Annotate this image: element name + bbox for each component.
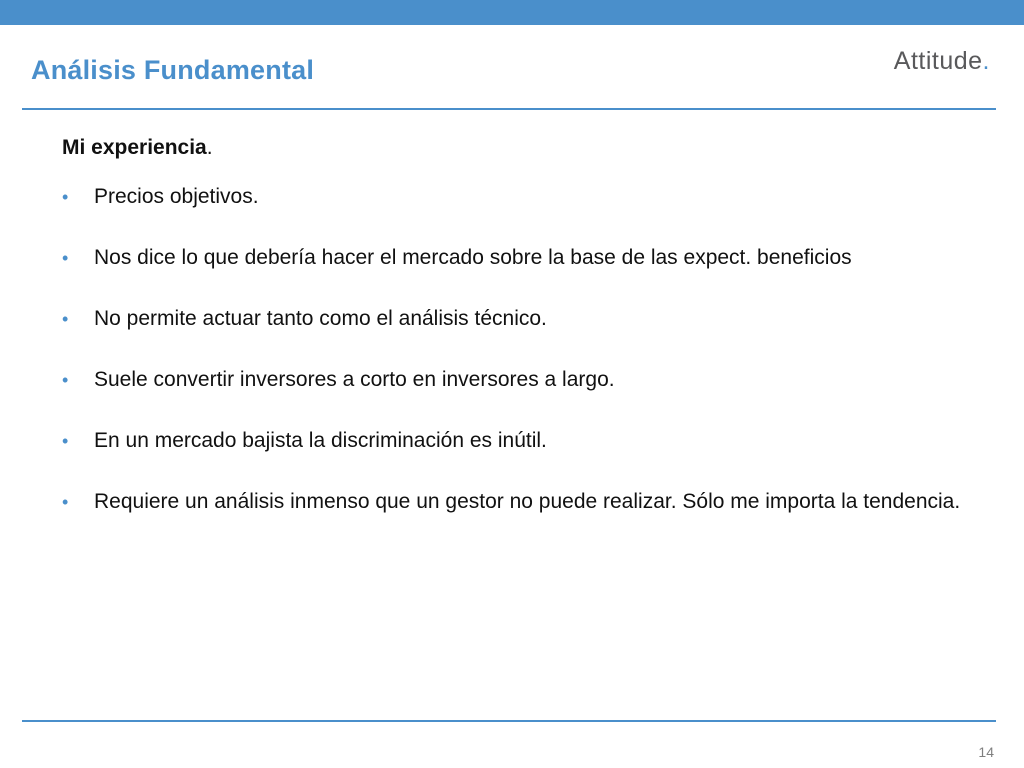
bullet-text: Requiere un análisis inmenso que un gestor no puede realizar. Sólo me importa la tendencia. <box>94 490 961 513</box>
bullet-list <box>62 182 962 517</box>
slide-content <box>62 136 962 548</box>
bullet-dot-icon: • <box>62 248 69 268</box>
top-accent-band <box>0 0 1024 25</box>
bullet-dot-icon: • <box>62 431 69 451</box>
logo-text: Attitude <box>893 47 983 75</box>
bullet-dot-icon: • <box>62 492 69 512</box>
bullet-item <box>62 426 962 456</box>
bullet-text: Suele convertir inversores a corto en inversores a largo. <box>94 368 615 391</box>
bullet-text: Precios objetivos. <box>94 185 259 208</box>
logo-dot: . <box>982 47 990 75</box>
bullet-text: No permite actuar tanto como el análisis técnico. <box>94 307 547 330</box>
bullet-text: En un mercado bajista la discriminación es inútil. <box>94 429 547 452</box>
subtitle-bold: Mi experiencia <box>62 136 207 159</box>
brand-logo <box>894 47 990 76</box>
bullet-item <box>62 243 962 273</box>
slide-title: Análisis Fundamental <box>31 55 315 85</box>
section-subtitle <box>62 136 962 160</box>
subtitle-punct: . <box>206 136 213 159</box>
bullet-item <box>62 487 962 517</box>
header-divider <box>22 108 996 110</box>
bullet-dot-icon: • <box>62 187 69 207</box>
bullet-dot-icon: • <box>62 309 69 329</box>
bullet-text: Nos dice lo que debería hacer el mercado sobre la base de las expect. beneficios <box>94 246 852 269</box>
bullet-item <box>62 365 962 395</box>
bullet-dot-icon: • <box>62 370 69 390</box>
footer-divider <box>22 720 996 722</box>
bullet-item <box>62 182 962 212</box>
page-number: 14 <box>978 744 994 760</box>
bullet-item <box>62 304 962 334</box>
